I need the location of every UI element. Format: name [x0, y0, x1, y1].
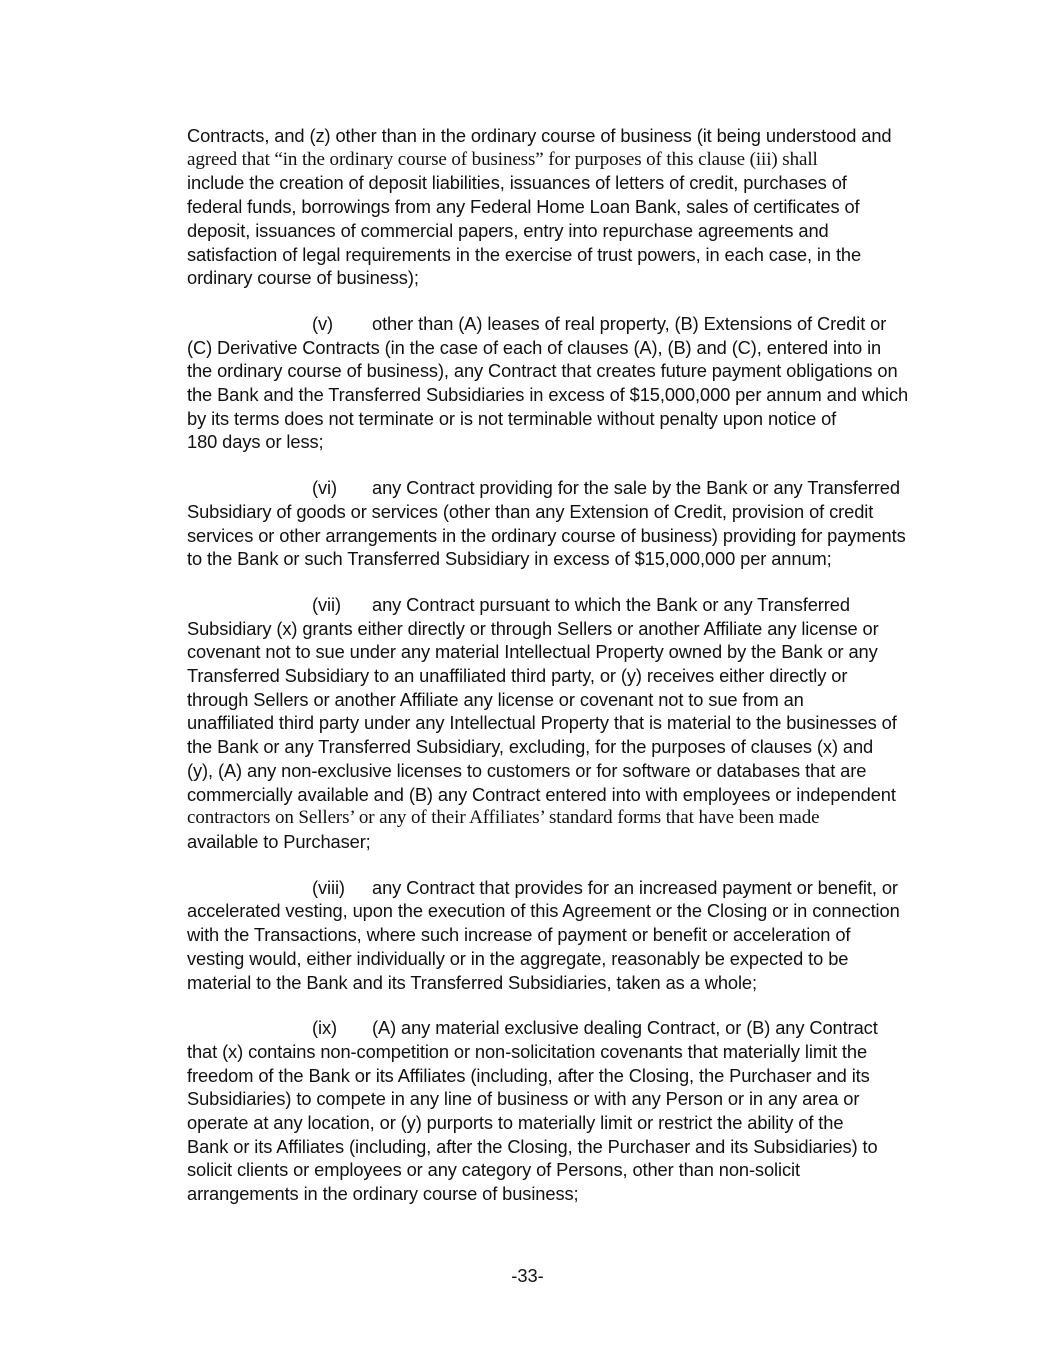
text-line: deposit, issuances of commercial papers, entry into repurchase agreements and	[187, 219, 829, 241]
text-line: Contracts, and (z) other than in the ordinary course of business (it being understood and	[187, 125, 892, 146]
clause-number: (ix)	[312, 1017, 337, 1039]
paragraph-clause-vii	[187, 593, 935, 854]
text-line: (C) Derivative Contracts (in the case of each of clauses (A), (B) and (C), entered into in	[187, 336, 882, 358]
clause-number: (viii)	[312, 876, 345, 898]
text-line: material to the Bank and its Transferred Subsidiaries, taken as a whole;	[187, 971, 757, 993]
text-line: (y), (A) any non-exclusive licenses to customers or for software or databases that are	[187, 759, 867, 781]
text-line: services or other arrangements in the ordinary course of business) providing for payments	[187, 524, 906, 546]
text-line: federal funds, borrowings from any Federal Home Loan Bank, sales of certificates of	[187, 196, 860, 218]
text-line: satisfaction of legal requirements in the exercise of trust powers, in each case, in the	[187, 243, 862, 265]
text-line: 180 days or less;	[187, 431, 324, 453]
page-number: -33-	[511, 1265, 544, 1286]
text-line: through Sellers or another Affiliate any license or covenant not to sue from an	[187, 688, 804, 710]
clause-first-line: any Contract providing for the sale by the Bank or any Transferred	[372, 477, 900, 499]
text-line: solicit clients or employees or any category of Persons, other than non-solicit	[187, 1159, 800, 1181]
text-line: Bank or its Affiliates (including, after the Closing, the Purchaser and its Subsidiaries) to	[187, 1135, 878, 1157]
text-line: agreed that “in the ordinary course of business” for purposes of this clause (iii) shall	[187, 148, 818, 170]
text-line	[187, 876, 935, 900]
text-line	[187, 1016, 935, 1040]
clause-number: (vi)	[312, 477, 337, 499]
text-line: vesting would, either individually or in the aggregate, reasonably be expected to be	[187, 947, 849, 969]
text-line: ordinary course of business);	[187, 267, 419, 289]
text-line: Transferred Subsidiary to an unaffiliated third party, or (y) receives either directly or	[187, 665, 848, 687]
clause-first-line: any Contract pursuant to which the Bank or any Transferred	[372, 593, 850, 615]
document-body	[187, 124, 935, 1228]
text-line: include the creation of deposit liabilities, issuances of letters of credit, purchases of	[187, 172, 847, 194]
paragraph-continued	[187, 124, 935, 290]
text-line: Subsidiaries) to compete in any line of business or with any Person or in any area or	[187, 1088, 860, 1110]
text-line: the ordinary course of business), any Contract that creates future payment obligations on	[187, 360, 898, 382]
clause-first-line: (A) any material exclusive dealing Contract, or (B) any Contract	[372, 1017, 878, 1039]
text-line: freedom of the Bank or its Affiliates (including, after the Closing, the Purchaser and its	[187, 1064, 870, 1086]
text-line: contractors on Sellers’ or any of their Affiliates’ standard forms that have been made	[187, 807, 820, 829]
text-line: Subsidiary (x) grants either directly or through Sellers or another Affiliate any license or	[187, 617, 879, 639]
clause-first-line: any Contract that provides for an increased payment or benefit, or	[372, 876, 898, 898]
text-line: to the Bank or such Transferred Subsidiary in excess of $15,000,000 per annum;	[187, 548, 832, 570]
clause-number: (v)	[312, 312, 334, 334]
text-line	[187, 312, 935, 336]
paragraph-clause-ix	[187, 1016, 935, 1206]
clause-number: (vii)	[312, 593, 341, 615]
text-line	[187, 593, 935, 617]
text-line: unaffiliated third party under any Intellectual Property that is material to the businesses of	[187, 712, 897, 734]
text-line: accelerated vesting, upon the execution of this Agreement or the Closing or in connection	[187, 900, 900, 922]
text-line: by its terms does not terminate or is not terminable without penalty upon notice of	[187, 407, 837, 429]
text-line: with the Transactions, where such increase of payment or benefit or acceleration of	[187, 924, 851, 946]
paragraph-clause-viii	[187, 876, 935, 995]
paragraph-clause-v	[187, 312, 935, 454]
text-line: commercially available and (B) any Contract entered into with employees or independent	[187, 783, 896, 805]
clause-first-line: other than (A) leases of real property, (B) Extensions of Credit or	[372, 312, 887, 334]
text-line: the Bank and the Transferred Subsidiaries in excess of $15,000,000 per annum and which	[187, 384, 909, 406]
text-line	[187, 476, 935, 500]
text-line: available to Purchaser;	[187, 830, 371, 852]
text-line: operate at any location, or (y) purports to materially limit or restrict the ability of the	[187, 1112, 844, 1134]
text-line: covenant not to sue under any material Intellectual Property owned by the Bank or any	[187, 641, 878, 663]
text-line: the Bank or any Transferred Subsidiary, excluding, for the purposes of clauses (x) and	[187, 736, 874, 758]
text-line: that (x) contains non-competition or non-solicitation covenants that materially limit the	[187, 1040, 868, 1062]
paragraph-clause-vi	[187, 476, 935, 571]
text-line: Subsidiary of goods or services (other than any Extension of Credit, provision of credit	[187, 500, 874, 522]
text-line: arrangements in the ordinary course of business;	[187, 1183, 579, 1205]
